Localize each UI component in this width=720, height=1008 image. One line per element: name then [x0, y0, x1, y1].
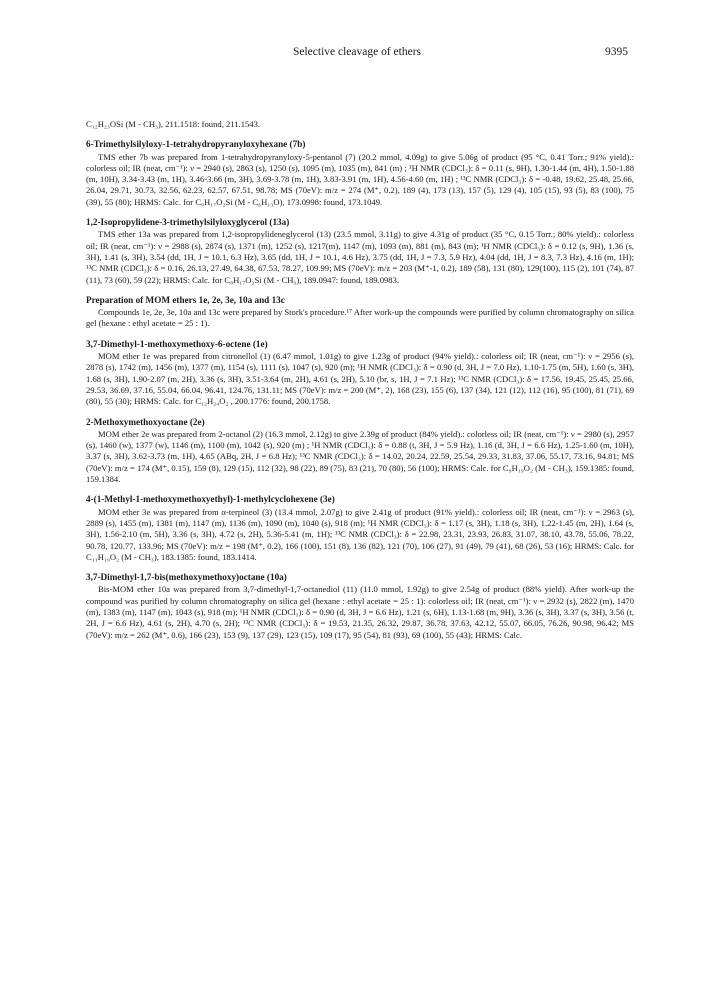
- continuation-text: C₁₂H₂₃OSi (M - CH₃), 211.1518: found, 211.1543.: [86, 119, 261, 129]
- compound-7b-block: [86, 139, 634, 208]
- section-text: TMS ether 7b was prepared from 1-tetrahydropyranyloxy-5-pentanol (7) (20.2 mmol, 4.09g) to give 5.06g of product (95 °C, 0.41 Torr.; 91% yield).: colorless oil; IR (neat, cm⁻¹): ν = 2940 (s), 2863 (s), 1250 (s), 1095 (m), 1035 (m), 841 (m) ; ¹H NMR (CDCl₃): δ = 0.11 (s, 9H), 1.30-1.44 (m, 4H), 1.50-1.88 (m, 10H), 3.34-3.43 (m, 1H), 3.46-3.66 (m, 3H), 3.69-3.78 (m, 1H), 3.83-3.91 (m, 1H), 4.56-4.60 (m, 1H) ; ¹³C NMR (CDCl₃): δ = -0.48, 19.62, 25.48, 25.66, 26.04, 29.71, 30.73, 32.56, 62.23, 62.57, 67.51, 98.78; MS (70eV): m/z = 274 (M⁺, 0.2), 189 (4), 173 (13), 157 (5), 129 (4), 105 (15), 93 (5), 83 (100), 75 (39), 55 (80); HRMS: Calc. for C₉H₁₇O₂Si (M - C₆H₁₃O), 173.0998: found, 173.1049.: [86, 151, 634, 207]
- section-heading: 3,7-Dimethyl-1-methoxymethoxy-6-octene (1e): [86, 338, 268, 349]
- section-text: MOM ether 3e was prepared from α-terpineol (3) (13.4 mmol, 2.07g) to give 2.41g of product (91% yield).: colorless oil; IR (neat, cm⁻¹): ν = 2963 (s), 2889 (s), 1455 (m), 1381 (m), 1147 (m), 1136 (m), 1090 (m), 1040 (s), 918 (m); ¹H NMR (CDCl₃): δ = 1.17 (s, 3H), 1.18 (s, 3H), 1.22-1.45 (m, 2H), 1.64 (s, 3H), 1.56-2.10 (m, 5H), 3.36 (s, 3H), 4.72 (s, 2H), 5.36-5.41 (m, 1H); ¹³C NMR (CDCl₃): δ = 22.98, 23.31, 23.93, 26.83, 31.07, 38.10, 43.78, 55.06, 78.22, 90.78, 120.77, 133.96; MS (70eV): m/z = 198 (M⁺, 0.2), 166 (100), 151 (8), 136 (82), 121 (70), 106 (27), 91 (49), 79 (41), 68 (26), 53 (16); HRMS: Calc. for C₁₁H₁₉O₂ (M - CH₃), 183.1385: found, 183.1414.: [86, 506, 634, 562]
- mom-preparation-block: [86, 295, 634, 330]
- continuation-block: [86, 119, 634, 130]
- section-text: Bis-MOM ether 10a was prepared from 3,7-dimethyl-1,7-octanediol (11) (11.0 mmol, 1.92g) to give 2.54g of product (88% yield). After work-up the compound was purified by column chromatography on silica gel (hexane : ethyl acetate = 25 : 1): colorless oil; IR (neat, cm⁻¹): ν = 2932 (s), 2822 (m), 1470 (m), 1383 (m), 1147 (m), 1043 (s), 918 (m); ¹H NMR (CDCl₃): δ = 0.90 (d, 3H, J = 6.6 Hz), 1.21 (s, 6H), 1.13-1.68 (m, 9H), 3.36 (s, 3H), 3.37 (s, 3H), 3.56 (t, 2H, J = 6.6 Hz), 4.61 (s, 2H), 4.70 (s, 2H); ¹³C NMR (CDCl₃): δ = 19.53, 21.35, 26.32, 29.87, 36.78, 37.63, 42.12, 55.07, 66.05, 76.26, 90.98, 96.42; MS (70eV): m/z = 262 (M⁺, 0.6), 166 (23), 153 (9), 137 (29), 123 (15), 109 (17), 95 (54), 81 (93), 69 (100), 55 (43); HRMS: Calc.: [86, 584, 634, 640]
- page-number: 9395: [605, 46, 628, 58]
- section-heading: 1,2-Isopropylidene-3-trimethylsilyloxyglycerol (13a): [86, 217, 290, 228]
- running-title: Selective cleavage of ethers: [292, 46, 422, 58]
- article-body: [86, 119, 634, 650]
- compound-1e-block: [86, 339, 634, 408]
- section-heading: 3,7-Dimethyl-1,7-bis(methoxymethoxy)octane (10a): [86, 572, 287, 583]
- compound-13a-block: [86, 217, 634, 286]
- section-text: TMS ether 13a was prepared from 1,2-isopropylideneglycerol (13) (23.5 mmol, 3.11g) to give 4.31g of product (35 °C, 0.15 Torr.; 80% yield).: colorless oil; IR (neat, cm⁻¹): ν = 2988 (s), 2874 (s), 1371 (m), 1252 (s), 1217(m), 1147 (m), 1093 (m), 881 (m), 843 (m); ¹H NMR (CDCl₃): δ = 0.12 (s, 9H), 1.36 (s, 3H), 1.41 (s, 3H), 3.54 (dd, 1H, J = 10.1, 6.3 Hz), 3.65 (dd, 1H, J = 10.1, 4.6 Hz), 3.75 (dd, 1H, J = 7.3, 5.9 Hz), 4.04 (dd, 1H, J = 8.3, 7.3 Hz), 4.16 (m, 1H); ¹³C NMR (CDCl₃): δ = 0.16, 26.13, 27.49, 64.38, 67.53, 78.27, 109.99; MS (70eV): m/z = 203 (M⁺-1, 0.2), 189 (58), 131 (80), 129(100), 115 (2), 101 (74), 87 (11), 73 (60), 59 (22); HRMS: Calc. for C₈H₁₇O₃Si (M - CH₃), 189.0947: found, 189.0983.: [86, 229, 634, 285]
- section-heading: 2-Methoxymethoxyoctane (2e): [86, 416, 205, 427]
- running-head: [86, 46, 628, 62]
- section-text: MOM ether 2e was prepared from 2-octanol (2) (16.3 mmol, 2.12g) to give 2.39g of product (84% yield).: colorless oil; IR (neat, cm⁻¹): ν = 2980 (s), 2957 (s), 1460 (w), 1377 (w), 1146 (m), 1100 (m), 1042 (s), 920 (m) ; ¹H NMR (CDCl₃): δ = 0.88 (t, 3H, J = 5.9 Hz), 1.16 (d, 3H, J = 6.6 Hz), 1.25-1.60 (m, 10H), 3.37 (s, 3H), 3.62-3.73 (m, 1H), 4.65 (ABq, 2H, J = 6.8 Hz); ¹³C NMR (CDCl₃): δ = 14.02, 20.24, 22.59, 25.54, 29.33, 31.83, 37.06, 55.17, 73.16, 94.81; MS (70eV): m/z = 174 (M⁺, 0.15), 159 (8), 129 (15), 112 (32), 98 (22), 89 (75), 83 (21), 70 (80), 56 (100); HRMS: Calc. for C₉H₁₉O₂ (M - CH₃), 159.1385: found, 159.1384.: [86, 428, 634, 485]
- section-heading: 6-Trimethylsilyloxy-1-tetrahydropyranyloxyhexane (7b): [86, 139, 306, 150]
- compound-10a-block: [86, 572, 634, 641]
- section-heading: Preparation of MOM ethers 1e, 2e, 3e, 10a and 13c: [86, 294, 285, 305]
- section-text: Compounds 1e, 2e, 3e, 10a and 13c were prepared by Stork's procedure.¹⁷ After work-up the compounds were purified by column chromatography on silica gel (hexane : ethyl acetate = 25 : 1).: [86, 307, 634, 329]
- section-text: MOM ether 1e was prepared from citronellol (1) (6.47 mmol, 1.01g) to give 1.23g of product (94% yield).: colorless oil; IR (neat, cm⁻¹): ν = 2956 (s), 2878 (s), 1742 (m), 1456 (m), 1377 (m), 1154 (s), 1111 (s), 1047 (s), 920 (m); ¹H NMR (CDCl₃): δ = 0.90 (d, 3H, J = 7.0 Hz), 1.10-1.75 (m, 5H), 1.60 (s, 3H), 1.68 (s, 3H), 1.90-2.07 (m, 2H), 3.36 (s, 3H), 3.51-3.64 (m, 2H), 4.61 (s, 2H), 5.10 (br, s, 1H, J = 7.1 Hz); ¹³C NMR (CDCl₃): δ = 17.56, 19.45, 25.45, 25.66, 29.53, 36.69, 37.16, 55.04, 66.04, 96.41, 124.76, 131.11; MS (70eV): m/z = 200 (M⁺, 2), 168 (23), 155 (6), 137 (34), 121 (12), 112 (16), 95 (100), 81 (71), 69 (80), 55 (30); HRMS: Calc. for C₁₂H₂₄O₂ , 200.1776: found, 200.1758.: [86, 351, 634, 407]
- compound-2e-block: [86, 417, 634, 486]
- section-heading: 4-(1-Methyl-1-methoxymethoxyethyl)-1-methylcyclohexene (3e): [86, 494, 335, 505]
- compound-3e-block: [86, 494, 634, 563]
